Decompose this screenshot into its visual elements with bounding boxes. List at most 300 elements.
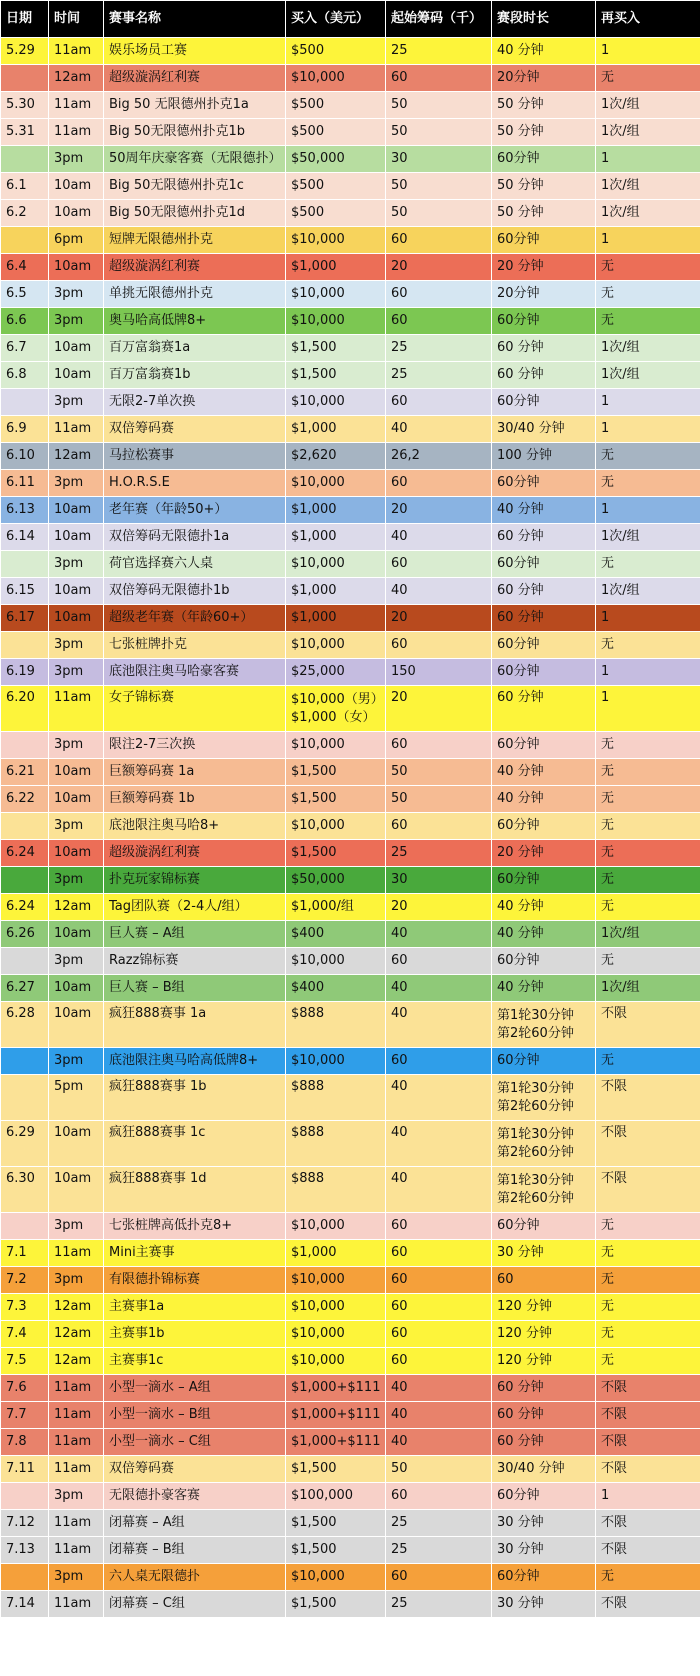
header-name: 赛事名称 [104,1,286,38]
cell-chips: 60 [386,948,492,975]
cell-rebuy: 不限 [596,1375,700,1402]
cell-date [1,1213,49,1240]
table-row [1,1591,700,1618]
cell-rebuy: 无 [596,840,700,867]
cell-rebuy: 无 [596,470,700,497]
cell-time: 11am [49,1240,104,1267]
table-row [1,686,700,732]
cell-time: 3pm [49,308,104,335]
cell-time: 11am [49,1375,104,1402]
cell-chips: 60 [386,1267,492,1294]
cell-name: 闭幕赛 – B组 [104,1537,286,1564]
cell-name: 底池限注奥马哈8+ [104,813,286,840]
cell-name: Mini主赛事 [104,1240,286,1267]
cell-buyin: $1,000+$111 [286,1402,386,1429]
table-row [1,948,700,975]
cell-rebuy: 无 [596,1048,700,1075]
cell-rebuy: 无 [596,813,700,840]
cell-name: 疯狂888赛事 1a [104,1002,286,1048]
cell-rebuy: 无 [596,1321,700,1348]
cell-chips: 60 [386,227,492,254]
cell-date: 6.7 [1,335,49,362]
cell-time: 3pm [49,1564,104,1591]
table-row [1,1121,700,1167]
cell-duration: 50 分钟 [492,173,596,200]
cell-date: 6.27 [1,975,49,1002]
cell-name: 主赛事1b [104,1321,286,1348]
cell-buyin: $888 [286,1167,386,1213]
cell-chips: 150 [386,659,492,686]
cell-chips: 20 [386,254,492,281]
cell-duration-line: 第2轮60分钟 [497,1098,574,1114]
cell-buyin: $500 [286,200,386,227]
cell-time: 11am [49,686,104,732]
cell-duration: 60分钟 [492,813,596,840]
cell-name: 超级老年赛（年龄60+） [104,605,286,632]
cell-chips: 50 [386,786,492,813]
cell-duration: 30/40 分钟 [492,416,596,443]
cell-date [1,1564,49,1591]
cell-time: 12am [49,894,104,921]
cell-name: Big 50无限德州扑克1d [104,200,286,227]
cell-chips: 50 [386,119,492,146]
cell-date: 7.6 [1,1375,49,1402]
cell-duration: 60分钟 [492,470,596,497]
cell-chips: 20 [386,894,492,921]
cell-time: 12am [49,65,104,92]
cell-name: 百万富翁赛1a [104,335,286,362]
cell-time: 3pm [49,1048,104,1075]
cell-date: 6.10 [1,443,49,470]
cell-name: 50周年庆豪客赛（无限德扑） [104,146,286,173]
table-row [1,497,700,524]
cell-chips: 40 [386,1429,492,1456]
cell-rebuy: 1 [596,227,700,254]
cell-date: 5.30 [1,92,49,119]
cell-buyin: $1,000 [286,605,386,632]
cell-chips: 60 [386,470,492,497]
cell-rebuy: 无 [596,894,700,921]
cell-date: 7.8 [1,1429,49,1456]
cell-chips: 40 [386,1167,492,1213]
cell-time: 3pm [49,659,104,686]
cell-time: 10am [49,362,104,389]
cell-time: 3pm [49,470,104,497]
cell-chips: 60 [386,551,492,578]
cell-duration: 60 分钟 [492,362,596,389]
cell-duration: 20 分钟 [492,840,596,867]
cell-duration: 60分钟 [492,551,596,578]
cell-rebuy: 1 [596,416,700,443]
cell-duration [492,1002,596,1048]
cell-duration: 60 分钟 [492,1375,596,1402]
cell-chips: 60 [386,732,492,759]
cell-chips: 60 [386,308,492,335]
cell-time: 12am [49,443,104,470]
cell-name: 限注2-7三次换 [104,732,286,759]
header-date: 日期 [1,1,49,38]
table-row [1,92,700,119]
cell-chips: 50 [386,759,492,786]
cell-date: 6.30 [1,1167,49,1213]
cell-date [1,867,49,894]
cell-chips: 50 [386,173,492,200]
cell-date: 6.1 [1,173,49,200]
cell-rebuy: 无 [596,551,700,578]
cell-date: 7.2 [1,1267,49,1294]
cell-duration: 100 分钟 [492,443,596,470]
cell-chips: 60 [386,389,492,416]
cell-rebuy: 不限 [596,1591,700,1618]
cell-time: 3pm [49,948,104,975]
table-row [1,1002,700,1048]
table-row [1,1048,700,1075]
cell-date: 7.13 [1,1537,49,1564]
cell-time: 3pm [49,732,104,759]
cell-rebuy: 1 [596,146,700,173]
cell-time: 10am [49,975,104,1002]
cell-chips: 25 [386,1510,492,1537]
cell-time: 10am [49,254,104,281]
cell-chips: 26,2 [386,443,492,470]
cell-time: 11am [49,1402,104,1429]
cell-duration-line: 第2轮60分钟 [497,1025,574,1041]
cell-name: 主赛事1c [104,1348,286,1375]
cell-duration: 40 分钟 [492,38,596,65]
header-duration: 赛段时长 [492,1,596,38]
cell-name: 七张桩牌高低扑克8+ [104,1213,286,1240]
cell-name: 疯狂888赛事 1d [104,1167,286,1213]
cell-date: 7.4 [1,1321,49,1348]
cell-duration-line: 第1轮30分钟 [497,1007,574,1023]
cell-rebuy: 无 [596,308,700,335]
cell-chips: 40 [386,416,492,443]
cell-date [1,65,49,92]
cell-buyin: $1,000 [286,416,386,443]
cell-time: 3pm [49,867,104,894]
cell-date: 6.19 [1,659,49,686]
cell-time: 10am [49,200,104,227]
cell-name: 双倍筹码无限德扑1b [104,578,286,605]
cell-date [1,948,49,975]
cell-date [1,732,49,759]
cell-time: 11am [49,92,104,119]
table-row [1,578,700,605]
cell-rebuy: 1次/组 [596,335,700,362]
cell-name: 有限德扑锦标赛 [104,1267,286,1294]
cell-buyin: $10,000 [286,65,386,92]
table-row [1,38,700,65]
cell-time: 10am [49,759,104,786]
table-row [1,281,700,308]
cell-duration: 50 分钟 [492,200,596,227]
cell-duration: 60分钟 [492,659,596,686]
cell-buyin: $400 [286,921,386,948]
cell-time: 11am [49,1429,104,1456]
cell-name: 超级漩涡红利赛 [104,840,286,867]
cell-rebuy: 无 [596,786,700,813]
cell-rebuy: 无 [596,948,700,975]
cell-time: 5pm [49,1075,104,1121]
cell-date: 6.4 [1,254,49,281]
cell-chips: 30 [386,146,492,173]
cell-chips: 50 [386,1456,492,1483]
cell-rebuy: 不限 [596,1075,700,1121]
cell-duration [492,1075,596,1121]
cell-name: 奥马哈高低牌8+ [104,308,286,335]
cell-chips: 60 [386,65,492,92]
table-row [1,146,700,173]
cell-buyin: $888 [286,1002,386,1048]
table-row [1,362,700,389]
cell-date: 6.26 [1,921,49,948]
cell-duration: 60分钟 [492,389,596,416]
cell-buyin: $25,000 [286,659,386,686]
cell-buyin: $50,000 [286,146,386,173]
cell-rebuy: 无 [596,1348,700,1375]
cell-rebuy: 不限 [596,1537,700,1564]
cell-name: Tag团队赛（2-4人/组） [104,894,286,921]
cell-buyin: $10,000 [286,551,386,578]
cell-date: 6.6 [1,308,49,335]
cell-chips: 30 [386,867,492,894]
table-row [1,732,700,759]
table-row [1,119,700,146]
cell-duration: 30 分钟 [492,1591,596,1618]
table-row [1,308,700,335]
cell-time: 3pm [49,632,104,659]
table-row [1,200,700,227]
cell-buyin: $1,000 [286,254,386,281]
table-row [1,1564,700,1591]
cell-name: 疯狂888赛事 1b [104,1075,286,1121]
cell-buyin: $500 [286,92,386,119]
cell-duration: 60分钟 [492,632,596,659]
cell-duration: 30 分钟 [492,1537,596,1564]
table-row [1,443,700,470]
cell-buyin: $10,000 [286,1321,386,1348]
cell-time: 10am [49,921,104,948]
cell-date: 7.11 [1,1456,49,1483]
cell-duration: 50 分钟 [492,92,596,119]
header-rebuy: 再买入 [596,1,700,38]
cell-name: 巨额筹码赛 1a [104,759,286,786]
cell-buyin: $1,000 [286,578,386,605]
cell-name: 单挑无限德州扑克 [104,281,286,308]
table-row [1,1456,700,1483]
table-row [1,1483,700,1510]
table-row [1,173,700,200]
cell-time: 10am [49,1002,104,1048]
cell-rebuy: 不限 [596,1510,700,1537]
cell-rebuy: 1次/组 [596,362,700,389]
cell-rebuy: 无 [596,1240,700,1267]
cell-duration: 60 [492,1267,596,1294]
cell-time: 3pm [49,281,104,308]
cell-duration-line: 第1轮30分钟 [497,1126,574,1142]
cell-rebuy: 无 [596,443,700,470]
table-row [1,551,700,578]
cell-date: 6.24 [1,840,49,867]
table-row [1,1429,700,1456]
cell-duration-line: 第1轮30分钟 [497,1080,574,1096]
cell-buyin: $1,000 [286,1240,386,1267]
cell-date: 6.13 [1,497,49,524]
cell-duration: 60 分钟 [492,686,596,732]
cell-time: 10am [49,1121,104,1167]
cell-chips: 60 [386,281,492,308]
cell-date: 6.14 [1,524,49,551]
cell-duration: 30/40 分钟 [492,1456,596,1483]
cell-name: 巨人赛 – A组 [104,921,286,948]
cell-date: 6.17 [1,605,49,632]
cell-date: 6.24 [1,894,49,921]
cell-date: 6.20 [1,686,49,732]
header-chips: 起始筹码（千） [386,1,492,38]
cell-time: 11am [49,416,104,443]
cell-buyin: $888 [286,1121,386,1167]
cell-chips: 60 [386,813,492,840]
cell-chips: 60 [386,1048,492,1075]
cell-chips: 25 [386,840,492,867]
cell-name: 底池限注奥马哈高低牌8+ [104,1048,286,1075]
cell-chips: 50 [386,92,492,119]
cell-name: 闭幕赛 – C组 [104,1591,286,1618]
table-row [1,1240,700,1267]
cell-duration: 60分钟 [492,227,596,254]
cell-duration: 30 分钟 [492,1510,596,1537]
cell-date: 5.29 [1,38,49,65]
cell-name: Big 50无限德州扑克1c [104,173,286,200]
cell-duration-line: 第2轮60分钟 [497,1144,574,1160]
table-row [1,335,700,362]
cell-date: 7.7 [1,1402,49,1429]
cell-name: 双倍筹码赛 [104,1456,286,1483]
cell-date: 6.22 [1,786,49,813]
table-row [1,389,700,416]
cell-rebuy: 1次/组 [596,119,700,146]
cell-name: 主赛事1a [104,1294,286,1321]
cell-chips: 60 [386,1564,492,1591]
cell-duration: 40 分钟 [492,786,596,813]
cell-duration-line: 第2轮60分钟 [497,1190,574,1206]
cell-duration: 20分钟 [492,281,596,308]
cell-rebuy: 无 [596,254,700,281]
table-row [1,470,700,497]
cell-chips: 20 [386,605,492,632]
cell-date: 7.12 [1,1510,49,1537]
cell-time: 11am [49,1537,104,1564]
cell-name: 短牌无限德州扑克 [104,227,286,254]
cell-rebuy: 1 [596,605,700,632]
cell-rebuy: 1次/组 [596,92,700,119]
table-row [1,227,700,254]
table-row [1,605,700,632]
table-row [1,921,700,948]
cell-time: 3pm [49,1267,104,1294]
table-row [1,1213,700,1240]
header-time: 时间 [49,1,104,38]
cell-duration: 120 分钟 [492,1294,596,1321]
cell-rebuy: 无 [596,65,700,92]
table-row [1,65,700,92]
cell-time: 3pm [49,146,104,173]
cell-duration: 60 分钟 [492,524,596,551]
cell-rebuy: 1次/组 [596,200,700,227]
cell-buyin: $10,000 [286,632,386,659]
cell-buyin-line: $10,000（男） [291,691,384,707]
cell-rebuy: 无 [596,1294,700,1321]
cell-name: Big 50无限德州扑克1b [104,119,286,146]
cell-buyin: $1,500 [286,362,386,389]
cell-name: 扑克玩家锦标赛 [104,867,286,894]
cell-duration: 60 分钟 [492,1402,596,1429]
cell-date: 6.5 [1,281,49,308]
cell-name: 马拉松赛事 [104,443,286,470]
cell-chips: 60 [386,1294,492,1321]
cell-date [1,632,49,659]
cell-buyin: $10,000 [286,281,386,308]
cell-duration: 60分钟 [492,1048,596,1075]
cell-time: 10am [49,173,104,200]
cell-name: 六人桌无限德扑 [104,1564,286,1591]
header-row [1,1,700,38]
cell-chips: 40 [386,975,492,1002]
cell-duration: 40 分钟 [492,497,596,524]
cell-chips: 40 [386,1402,492,1429]
table-row [1,894,700,921]
cell-buyin: $10,000 [286,1213,386,1240]
cell-buyin: $888 [286,1075,386,1121]
cell-time: 10am [49,786,104,813]
cell-name: Big 50 无限德州扑克1a [104,92,286,119]
cell-chips: 20 [386,686,492,732]
cell-date: 6.15 [1,578,49,605]
cell-buyin: $10,000 [286,1048,386,1075]
cell-name: H.O.R.S.E [104,470,286,497]
cell-date: 6.28 [1,1002,49,1048]
cell-buyin: $1,000+$111 [286,1429,386,1456]
cell-chips: 50 [386,200,492,227]
cell-name: 小型一滴水 – A组 [104,1375,286,1402]
cell-time: 10am [49,497,104,524]
cell-buyin: $400 [286,975,386,1002]
cell-buyin: $1,500 [286,840,386,867]
cell-buyin: $500 [286,119,386,146]
cell-buyin: $1,000+$111 [286,1375,386,1402]
cell-name: 老年赛（年龄50+） [104,497,286,524]
cell-time: 12am [49,1294,104,1321]
cell-name: 七张桩牌扑克 [104,632,286,659]
cell-date [1,1048,49,1075]
cell-rebuy: 1次/组 [596,578,700,605]
cell-duration: 60 分钟 [492,1429,596,1456]
table-row [1,786,700,813]
cell-buyin: $10,000 [286,308,386,335]
cell-rebuy: 无 [596,1267,700,1294]
cell-buyin: $10,000 [286,948,386,975]
cell-chips: 60 [386,1213,492,1240]
cell-buyin: $1,500 [286,786,386,813]
cell-name: 小型一滴水 – C组 [104,1429,286,1456]
cell-buyin: $100,000 [286,1483,386,1510]
cell-buyin: $10,000 [286,389,386,416]
cell-rebuy: 1次/组 [596,921,700,948]
cell-time: 10am [49,335,104,362]
cell-name: 巨人赛 – B组 [104,975,286,1002]
cell-time: 11am [49,119,104,146]
cell-rebuy: 1 [596,686,700,732]
